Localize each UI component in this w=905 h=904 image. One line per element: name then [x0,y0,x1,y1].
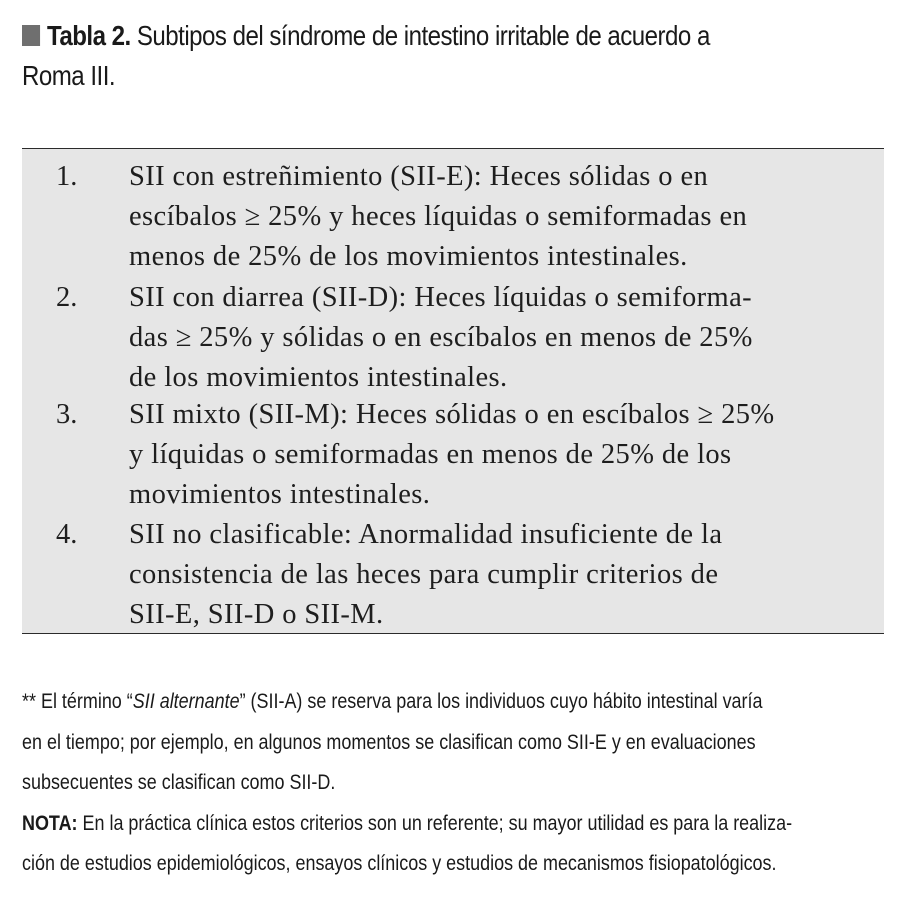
item-text [129,157,874,277]
item-line: SII con estreñimiento (SII-E): Heces sólidas o en [129,161,709,192]
caption-text-line-2: Roma III. [22,60,116,91]
item-line: SII-E, SII-D o SII-M. [129,599,384,630]
item-line: movimientos intestinales. [129,479,431,510]
item-line: y líquidas o semiformadas en menos de 25% de los [129,439,732,470]
caption-text-line-1: Subtipos del síndrome de intestino irritable de acuerdo a [136,20,710,51]
nota-label: NOTA: [22,811,78,835]
caption-line-1 [22,16,882,56]
footnote-term: SII alternante [132,690,240,713]
item-line: SII no clasificable: Anormalidad insuficiente de la [129,519,723,550]
nota [22,804,886,885]
footnote-prefix: ** El término “ [22,690,133,713]
footnote-line-3: subsecuentes se clasifican como SII-D. [22,771,336,794]
item-number: 1. [56,161,78,192]
caption-square-icon [22,25,40,46]
nota-line-2: ción de estudios epidemiológicos, ensayos clínicos y estudios de mecanismos fisiopatológicos. [22,852,777,875]
caption-label: Tabla 2. [46,20,131,51]
footnote-line-1 [22,682,886,723]
item-text [129,515,874,635]
item-text [129,395,874,515]
item-line: das ≥ 25% y sólidas o en escíbalos en menos de 25% [129,322,753,353]
nota-line-1-rest: En la práctica clínica estos criterios son un referente; su mayor utilidad es para la realiza- [77,811,793,835]
subtypes-table [22,148,884,634]
item-line: menos de 25% de los movimientos intestinales. [129,241,688,272]
footnote-line-2: en el tiempo; por ejemplo, en algunos momentos se clasifican como SII-E y en evaluaciones [22,730,756,754]
item-number: 4. [56,519,78,550]
nota-line-1 [22,804,886,845]
item-text [129,278,874,398]
footnote-line-1-rest: ” (SII-A) se reserva para los individuos cuyo hábito intestinal varía [239,690,763,713]
table-notes [22,682,886,885]
item-line: consistencia de las heces para cumplir criterios de [129,559,719,590]
item-number: 3. [56,399,78,430]
item-line: de los movimientos intestinales. [129,362,508,393]
footnote [22,682,886,804]
item-number: 2. [56,282,78,313]
item-line: SII mixto (SII-M): Heces sólidas o en escíbalos ≥ 25% [129,399,775,430]
item-line: escíbalos ≥ 25% y heces líquidas o semiformadas en [129,201,748,232]
table-caption [22,16,882,96]
item-line: SII con diarrea (SII-D): Heces líquidas o semiforma- [129,282,753,313]
